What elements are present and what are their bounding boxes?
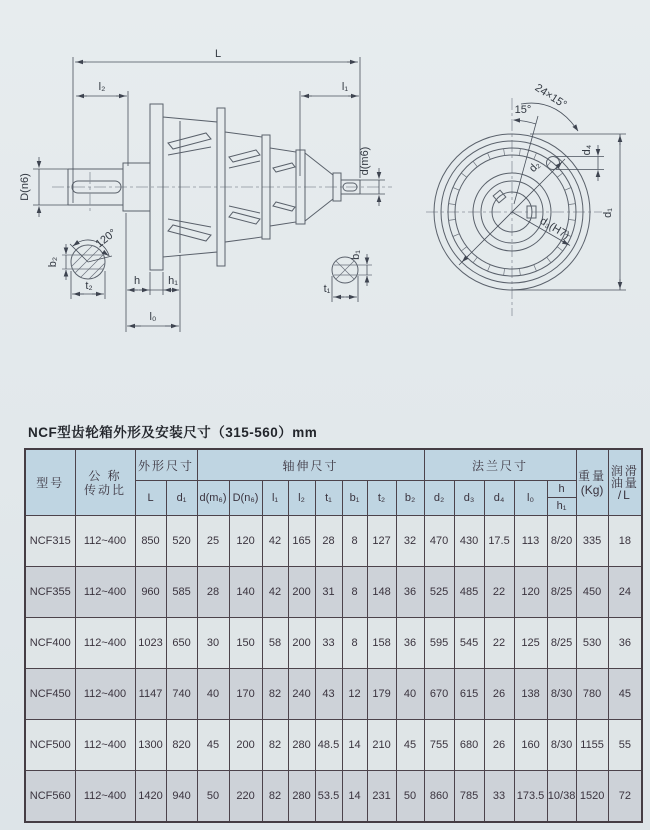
value-cell: 231 <box>367 771 396 823</box>
value-cell: 112~400 <box>75 516 135 567</box>
table-row <box>25 669 642 720</box>
value-cell: 82 <box>262 771 288 823</box>
subheader-Dn6: D(n₆) <box>229 481 262 516</box>
value-cell: 148 <box>367 567 396 618</box>
model-cell: NCF400 <box>25 618 75 669</box>
value-cell: 55 <box>608 720 642 771</box>
value-cell: 210 <box>367 720 396 771</box>
value-cell: 8/20 <box>547 516 576 567</box>
model-cell: NCF450 <box>25 669 75 720</box>
table-row <box>25 516 642 567</box>
subheader-h: h <box>548 481 576 498</box>
value-cell: 850 <box>135 516 166 567</box>
value-cell: 280 <box>288 771 315 823</box>
header-ratio-line1: 公 称 <box>88 468 122 483</box>
value-cell: 28 <box>315 516 342 567</box>
value-cell: 1300 <box>135 720 166 771</box>
value-cell: 33 <box>315 618 342 669</box>
value-cell: 112~400 <box>75 720 135 771</box>
subheader-d4: d₄ <box>484 481 514 516</box>
value-cell: 33 <box>484 771 514 823</box>
gearbox-front-view <box>426 82 626 316</box>
value-cell: 150 <box>229 618 262 669</box>
value-cell: 112~400 <box>75 669 135 720</box>
value-cell: 860 <box>424 771 454 823</box>
value-cell: 18 <box>608 516 642 567</box>
value-cell: 25 <box>197 516 229 567</box>
gearbox-side-view <box>19 48 392 332</box>
header-ratio <box>75 449 135 516</box>
dim-label-t1: t₁ <box>323 283 331 295</box>
value-cell: 112~400 <box>75 567 135 618</box>
value-cell: 8/25 <box>547 618 576 669</box>
dim-label-t2: t₂ <box>85 280 93 292</box>
model-cell: NCF500 <box>25 720 75 771</box>
dim-l2 <box>76 91 128 166</box>
value-cell: 200 <box>288 567 315 618</box>
value-cell: 520 <box>166 516 197 567</box>
value-cell: 220 <box>229 771 262 823</box>
value-cell: 680 <box>454 720 484 771</box>
value-cell: 50 <box>197 771 229 823</box>
subheader-dm6: d(m₆) <box>197 481 229 516</box>
value-cell: 112~400 <box>75 618 135 669</box>
header-group-flange: 法兰尺寸 <box>424 449 576 481</box>
value-cell: 8 <box>342 567 367 618</box>
value-cell: 42 <box>262 567 288 618</box>
subheader-l0: l₀ <box>514 481 547 516</box>
subheader-l2: l₂ <box>288 481 315 516</box>
subheader-t1: t₁ <box>315 481 342 516</box>
model-cell: NCF315 <box>25 516 75 567</box>
value-cell: 40 <box>197 669 229 720</box>
value-cell: 50 <box>396 771 424 823</box>
spec-table <box>24 448 643 823</box>
value-cell: 26 <box>484 669 514 720</box>
value-cell: 470 <box>424 516 454 567</box>
subheader-L: L <box>135 481 166 516</box>
value-cell: 36 <box>608 618 642 669</box>
header-ratio-line2: 传动比 <box>83 482 126 497</box>
dim-label-d2: d₂ <box>526 158 543 175</box>
value-cell: 24 <box>608 567 642 618</box>
output-shaft-section-detail <box>324 250 372 302</box>
value-cell: 112~400 <box>75 771 135 823</box>
value-cell: 17.5 <box>484 516 514 567</box>
value-cell: 82 <box>262 669 288 720</box>
value-cell: 615 <box>454 669 484 720</box>
header-oil-line3: /L <box>617 487 632 502</box>
value-cell: 31 <box>315 567 342 618</box>
value-cell: 485 <box>454 567 484 618</box>
value-cell: 22 <box>484 618 514 669</box>
value-cell: 160 <box>514 720 547 771</box>
value-cell: 165 <box>288 516 315 567</box>
bolt-pattern-label: 24×15° <box>532 81 569 112</box>
value-cell: 45 <box>197 720 229 771</box>
table-row <box>25 618 642 669</box>
value-cell: 240 <box>288 669 315 720</box>
value-cell: 127 <box>367 516 396 567</box>
value-cell: 755 <box>424 720 454 771</box>
input-shaft-section-detail <box>47 227 119 299</box>
table-title: NCF型齿轮箱外形及安装尺寸（315-560）mm <box>28 425 318 440</box>
angle-15-label: 15° <box>514 104 532 116</box>
value-cell: 28 <box>197 567 229 618</box>
header-oil-line2: 油量 <box>610 475 639 490</box>
header-weight-line2: (Kg) <box>580 482 604 497</box>
table-row <box>25 771 642 823</box>
dim-label-d3: d₃(H7) <box>537 215 572 242</box>
value-cell: 960 <box>135 567 166 618</box>
dim-label-l0: l₀ <box>149 311 157 323</box>
header-weight <box>576 449 608 516</box>
value-cell: 125 <box>514 618 547 669</box>
header-group-outline: 外形尺寸 <box>135 449 197 481</box>
dim-label-h1: h₁ <box>168 275 178 287</box>
value-cell: 12 <box>342 669 367 720</box>
subheader-d1: d₁ <box>166 481 197 516</box>
value-cell: 530 <box>576 618 608 669</box>
dim-label-b1: b₁ <box>350 250 362 260</box>
value-cell: 58 <box>262 618 288 669</box>
spec-table-body <box>25 516 642 823</box>
value-cell: 40 <box>396 669 424 720</box>
dim-l1 <box>300 91 359 176</box>
keyway-lines <box>334 265 372 275</box>
dim-label-L: L <box>214 48 222 60</box>
value-cell: 140 <box>229 567 262 618</box>
header-group-shaft: 轴伸尺寸 <box>197 449 424 481</box>
value-cell: 650 <box>166 618 197 669</box>
value-cell: 670 <box>424 669 454 720</box>
value-cell: 1520 <box>576 771 608 823</box>
dim-label-h: h <box>133 275 141 287</box>
value-cell: 48.5 <box>315 720 342 771</box>
value-cell: 26 <box>484 720 514 771</box>
value-cell: 113 <box>514 516 547 567</box>
value-cell: 940 <box>166 771 197 823</box>
value-cell: 1147 <box>135 669 166 720</box>
dim-label-d1: d₁ <box>602 208 614 218</box>
value-cell: 1155 <box>576 720 608 771</box>
table-row <box>25 567 642 618</box>
value-cell: 45 <box>608 669 642 720</box>
value-cell: 32 <box>396 516 424 567</box>
value-cell: 158 <box>367 618 396 669</box>
value-cell: 595 <box>424 618 454 669</box>
value-cell: 200 <box>288 618 315 669</box>
value-cell: 8/30 <box>547 669 576 720</box>
value-cell: 36 <box>396 567 424 618</box>
value-cell: 170 <box>229 669 262 720</box>
header-oil <box>608 449 642 516</box>
model-cell: NCF355 <box>25 567 75 618</box>
value-cell: 30 <box>197 618 229 669</box>
value-cell: 1023 <box>135 618 166 669</box>
subheader-d3: d₃ <box>454 481 484 516</box>
subheader-l1: l₁ <box>262 481 288 516</box>
subheader-b1: b₁ <box>342 481 367 516</box>
value-cell: 545 <box>454 618 484 669</box>
value-cell: 14 <box>342 771 367 823</box>
value-cell: 8 <box>342 516 367 567</box>
subheader-b2: b₂ <box>396 481 424 516</box>
value-cell: 138 <box>514 669 547 720</box>
value-cell: 173.5 <box>514 771 547 823</box>
subheader-t2: t₂ <box>367 481 396 516</box>
model-cell: NCF560 <box>25 771 75 823</box>
value-cell: 53.5 <box>315 771 342 823</box>
value-cell: 82 <box>262 720 288 771</box>
dim-label-d: d(m6) <box>359 146 371 176</box>
dim-label-l2: l₂ <box>98 81 106 93</box>
dim-label-D: D(n6) <box>19 173 31 201</box>
subheader-h-h1 <box>547 481 576 516</box>
value-cell: 1420 <box>135 771 166 823</box>
value-cell: 8 <box>342 618 367 669</box>
value-cell: 42 <box>262 516 288 567</box>
value-cell: 36 <box>396 618 424 669</box>
dim-label-l1: l₁ <box>341 81 349 93</box>
section-cross-lines <box>336 261 354 279</box>
value-cell: 45 <box>396 720 424 771</box>
value-cell: 430 <box>454 516 484 567</box>
value-cell: 335 <box>576 516 608 567</box>
dim-label-b2: b₂ <box>47 256 59 268</box>
value-cell: 785 <box>454 771 484 823</box>
value-cell: 10/38 <box>547 771 576 823</box>
value-cell: 72 <box>608 771 642 823</box>
value-cell: 120 <box>229 516 262 567</box>
header-model: 型号 <box>25 449 75 516</box>
value-cell: 179 <box>367 669 396 720</box>
value-cell: 14 <box>342 720 367 771</box>
value-cell: 120 <box>514 567 547 618</box>
value-cell: 740 <box>166 669 197 720</box>
value-cell: 820 <box>166 720 197 771</box>
value-cell: 200 <box>229 720 262 771</box>
value-cell: 585 <box>166 567 197 618</box>
value-cell: 22 <box>484 567 514 618</box>
header-weight-line1: 重量 <box>578 468 607 483</box>
header-oil-line1: 润滑 <box>610 463 639 478</box>
value-cell: 450 <box>576 567 608 618</box>
angle-120-label: 120° <box>93 226 119 251</box>
table-row <box>25 720 642 771</box>
value-cell: 8/30 <box>547 720 576 771</box>
value-cell: 280 <box>288 720 315 771</box>
subheader-d2: d₂ <box>424 481 454 516</box>
subheader-h1: h₁ <box>556 500 567 512</box>
value-cell: 43 <box>315 669 342 720</box>
dim-label-d4: d₄ <box>581 144 593 156</box>
value-cell: 780 <box>576 669 608 720</box>
value-cell: 525 <box>424 567 454 618</box>
value-cell: 8/25 <box>547 567 576 618</box>
